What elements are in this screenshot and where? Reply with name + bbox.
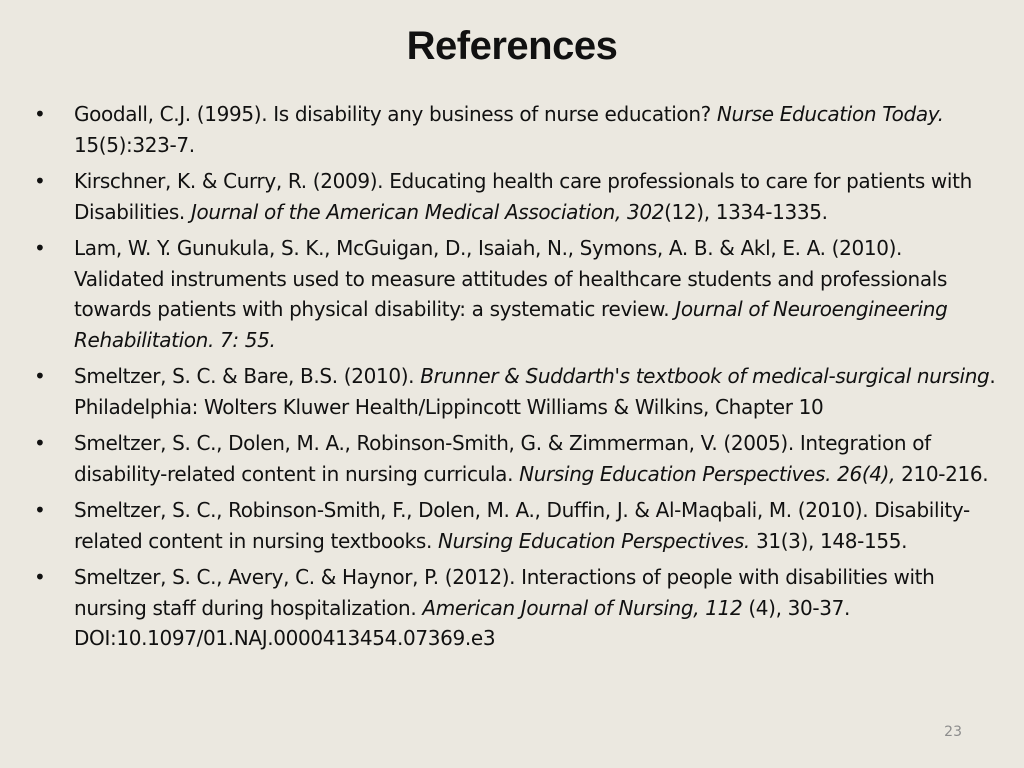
reference-text: Lam, W. Y. Gunukula, S. K., McGuigan, D., Isaiah, N., Symons, A. B. & Akl, E. A. (2010). Validated instruments used to measure attitudes of healthcare students and professionals towards patients with physical disability: a systematic review. (74, 236, 948, 321)
reference-details: 31(3), 148-155. (749, 528, 908, 553)
reference-details: . Philadelphia: Wolters Kluwer Health/Lippincott Williams & Wilkins, Chapter 10 (74, 364, 996, 419)
bullet-icon: • (34, 102, 46, 126)
reference-source: Journal of Neuroengineering Rehabilitation. 7: 55. (74, 297, 948, 352)
reference-text: Kirschner, K. & Curry, R. (2009). Educating health care professionals to care for patients with Disabilities. (74, 169, 972, 224)
bullet-icon: • (34, 364, 46, 388)
reference-list (32, 99, 997, 660)
reference-item (32, 495, 997, 556)
reference-details: (12), 1334-1335. (664, 199, 828, 224)
bullet-icon: • (34, 236, 46, 260)
reference-text: Smeltzer, S. C., Robinson-Smith, F., Dolen, M. A., Duffin, J. & Al-Maqbali, M. (2010). Disability-related content in nursing textbooks. (74, 498, 970, 553)
reference-item (32, 562, 997, 654)
reference-details: 210-216. (895, 461, 989, 486)
bullet-icon: • (34, 498, 46, 522)
bullet-icon: • (34, 565, 46, 589)
reference-source: Journal of the American Medical Association, 302 (190, 199, 665, 224)
reference-source: Nurse Education Today. (716, 102, 944, 126)
reference-item (32, 428, 997, 489)
reference-item (32, 233, 997, 355)
reference-source: Nursing Education Perspectives. (437, 528, 750, 553)
reference-item (32, 166, 997, 227)
reference-source: Nursing Education Perspectives. 26(4), (519, 461, 896, 486)
reference-text: Smeltzer, S. C., Dolen, M. A., Robinson-Smith, G. & Zimmerman, V. (2005). Integration of disability-related content in nursing curricula. (74, 431, 931, 486)
reference-source: Brunner & Suddarth's textbook of medical-surgical nursing (420, 364, 990, 388)
reference-text: Goodall, C.J. (1995). Is disability any business of nurse education? (74, 102, 717, 126)
reference-item (32, 99, 997, 160)
reference-details: (4), 30-37. DOI:10.1097/01.NAJ.0000413454.07369.e3 (74, 595, 851, 650)
reference-text: Smeltzer, S. C., Avery, C. & Haynor, P. (2012). Interactions of people with disabilities with nursing staff during hospitalization. (74, 565, 935, 620)
bullet-icon: • (34, 431, 46, 455)
reference-text: Smeltzer, S. C. & Bare, B.S. (2010). (74, 364, 421, 388)
reference-details: 15(5):323-7. (74, 132, 195, 157)
page-number: 23 (944, 724, 962, 740)
reference-source: American Journal of Nursing, 112 (422, 595, 743, 620)
reference-item (32, 361, 997, 422)
bullet-icon: • (34, 169, 46, 193)
slide-title: References (406, 24, 618, 68)
